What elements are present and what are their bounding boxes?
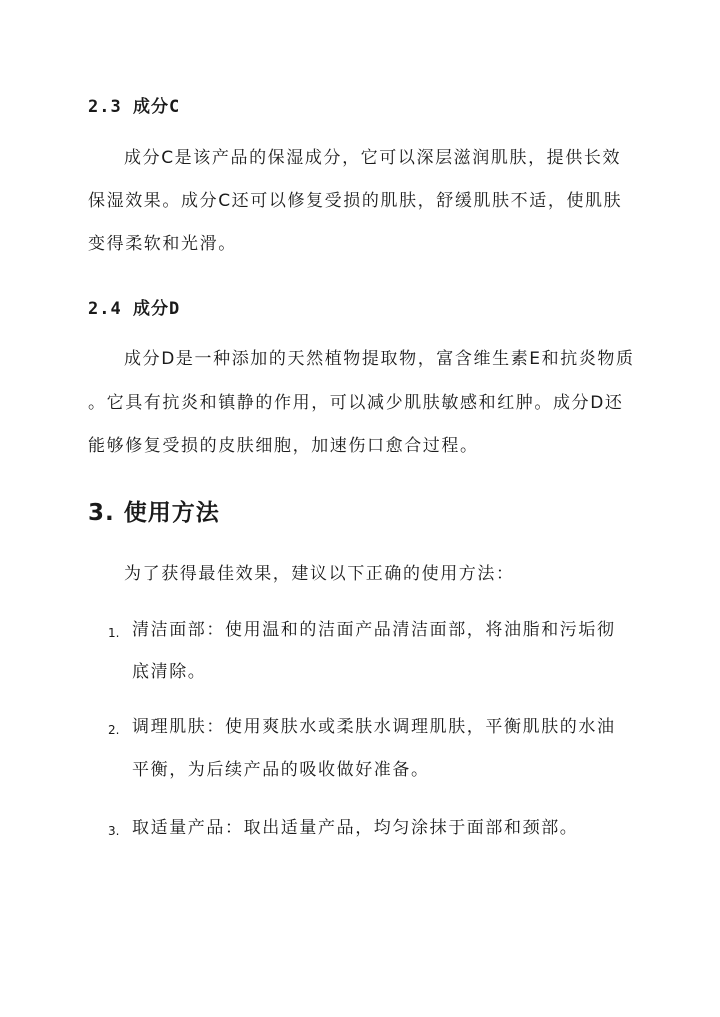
- paragraph-line: 保湿效果。成分C还可以修复受损的肌肤，舒缓肌肤不适，使肌肤: [88, 191, 623, 211]
- paragraph-line: 成分C是该产品的保湿成分，它可以深层滋润肌肤，提供长效: [124, 148, 622, 168]
- intro-line: 为了获得最佳效果，建议以下正确的使用方法：: [124, 564, 515, 584]
- list-item-number: 1.: [108, 626, 120, 640]
- list-item-line: 底清除。: [132, 662, 207, 682]
- paragraph-line: 成分D是一种添加的天然植物提取物，富含维生素E和抗炎物质: [124, 349, 635, 369]
- list-item-line: 取适量产品：取出适量产品，均匀涂抹于面部和颈部。: [132, 818, 579, 838]
- list-item-line: 清洁面部：使用温和的洁面产品清洁面部，将油脂和污垢彻: [132, 620, 616, 640]
- paragraph-line: 变得柔软和光滑。: [88, 234, 237, 254]
- list-item-number: 3.: [108, 824, 120, 838]
- list-item-line: 平衡，为后续产品的吸收做好准备。: [132, 760, 430, 780]
- section-heading-2-4: 2.4 成分D: [88, 299, 181, 319]
- list-item-number: 2.: [108, 723, 120, 737]
- section-heading-2-3: 2.3 成分C: [88, 97, 181, 117]
- paragraph-line: 。它具有抗炎和镇静的作用，可以减少肌肤敏感和红肿。成分D还: [88, 393, 624, 413]
- section-heading-3: 3. 使用方法: [88, 500, 220, 526]
- paragraph-line: 能够修复受损的皮肤细胞，加速伤口愈合过程。: [88, 436, 479, 456]
- list-item-line: 调理肌肤：使用爽肤水或柔肤水调理肌肤，平衡肌肤的水油: [132, 717, 616, 737]
